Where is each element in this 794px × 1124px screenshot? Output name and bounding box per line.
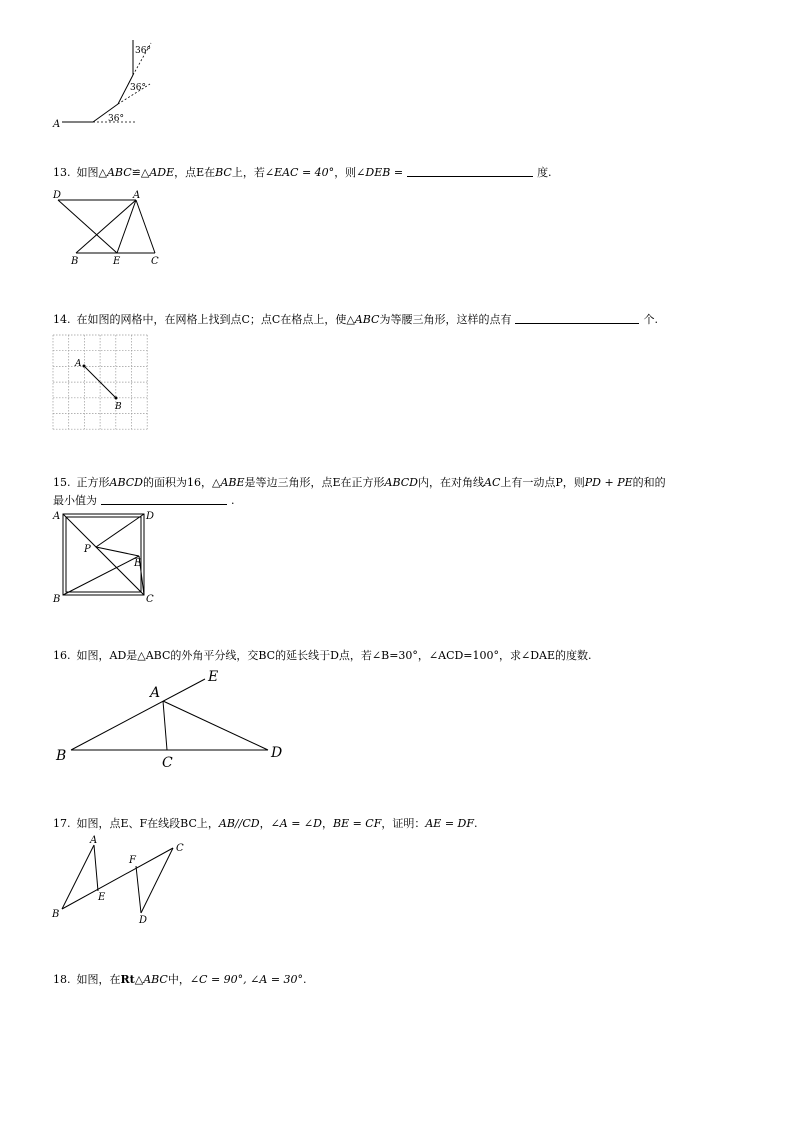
fig17-dc	[141, 848, 173, 913]
fig13-label-d: D	[53, 190, 62, 201]
fig15-label-b: B	[53, 594, 61, 605]
fig16-label-e: E	[208, 669, 219, 685]
q14-text-b: 为等腰三角形，这样的点有	[379, 313, 512, 326]
fig16-label-a: A	[150, 685, 161, 701]
q15-abcd2: ABCD	[384, 476, 418, 489]
q15-number: 15.	[53, 476, 71, 489]
fig15-label-a: A	[53, 511, 61, 522]
q15-text-c: 是等边三角形，点E在正方形	[244, 476, 385, 489]
q14-abc: ABC	[354, 313, 380, 326]
q15-text-b: 的面积为16，△	[142, 476, 221, 489]
q17-text-a: 如图，点E、F在线段BC上，	[76, 817, 219, 830]
fig15-label-e: E	[134, 558, 142, 569]
fig16-label-d: D	[271, 745, 283, 761]
fig16-label-b: B	[56, 748, 67, 764]
fig15-label-c: C	[146, 594, 154, 605]
q17-goal: AE = DF	[425, 817, 474, 830]
q18-rt: Rt△	[120, 973, 144, 986]
fig13-label-b: B	[71, 256, 79, 267]
q13-text-c: 上，若∠	[231, 166, 275, 179]
fig12-angle-mid: 36°	[130, 83, 146, 93]
fig17-label-b: B	[52, 909, 60, 920]
q13-bc: BC	[215, 166, 232, 179]
q14-unit: 个.	[643, 313, 658, 326]
fig14-label-a: A	[75, 359, 82, 369]
q17-sep2: ，	[321, 817, 333, 830]
q18-text-a: 如图，在	[76, 973, 121, 986]
q18-text-b: 中，	[167, 973, 190, 986]
q13-eac: EAC = 40°	[274, 166, 335, 179]
q18-cond: ∠C = 90°, ∠A = 30°	[189, 973, 304, 986]
q14-number: 14.	[53, 313, 71, 326]
fig16-label-c: C	[162, 755, 173, 771]
fig17-fd	[136, 866, 141, 913]
q15-text-e: 上有一动点P，则	[500, 476, 585, 489]
fig12-angle-bottom: 36°	[108, 114, 124, 124]
fig17-bc	[62, 848, 173, 909]
q15-end: .	[231, 494, 235, 507]
fig12-label-a: A	[53, 119, 61, 130]
q15-text-f: 的和的	[632, 476, 666, 489]
q17-text-b: ，证明：	[381, 817, 426, 830]
question-18	[53, 972, 307, 988]
q13-deb: DEB =	[365, 166, 404, 179]
q17-sep1: ，	[259, 817, 271, 830]
fig13-label-e: E	[113, 256, 121, 267]
q18-abc: ABC	[143, 973, 168, 986]
q13-text-b: ，点E在	[174, 166, 216, 179]
fig13-label-c: C	[151, 256, 159, 267]
fig15-label-p: P	[84, 544, 91, 555]
fig13-label-a: A	[133, 190, 141, 201]
q17-cond3: BE = CF	[332, 817, 382, 830]
q13-text-d: ，则∠	[334, 166, 366, 179]
q16-text: 如图，AD是△ABC的外角平分线，交BC的延长线于D点，若∠B=30°，∠ACD=100°，求∠DAE的度数.	[76, 649, 592, 662]
q13-congruent: ≌△	[131, 166, 150, 179]
q15-ac: AC	[484, 476, 501, 489]
q15-text-a: 正方形	[76, 476, 110, 489]
q17-end: .	[474, 817, 478, 830]
q15-line2: 最小值为	[53, 494, 97, 507]
fig17-label-a: A	[90, 835, 98, 846]
fig12-angle-top: 36°	[135, 46, 151, 56]
q15-text-d: 内，在对角线	[418, 476, 484, 489]
fig17-ae	[94, 845, 98, 891]
q16-number: 16.	[53, 649, 71, 662]
q17-cond2: ∠A = ∠D	[270, 817, 322, 830]
q15-abe: ABE	[220, 476, 245, 489]
q14-text-a: 在如图的网格中，在网格上找到点C；点C在格点上，使△	[76, 313, 355, 326]
q17-cond1: AB//CD	[218, 817, 260, 830]
fig17-label-f: F	[129, 855, 136, 866]
q15-abcd: ABCD	[109, 476, 143, 489]
fig17-label-c: C	[176, 843, 184, 854]
fig17-ab	[62, 845, 94, 909]
q18-end: .	[303, 973, 307, 986]
q13-abc: ABC	[106, 166, 132, 179]
q13-text-a: 如图△	[76, 166, 107, 179]
q18-number: 18.	[53, 973, 71, 986]
fig15-label-d: D	[146, 511, 155, 522]
q15-pdpe: PD + PE	[584, 476, 633, 489]
q17-number: 17.	[53, 817, 71, 830]
fig17-label-e: E	[98, 892, 106, 903]
fig17-label-d: D	[139, 915, 148, 926]
q13-number: 13.	[53, 166, 71, 179]
q13-ade: ADE	[149, 166, 175, 179]
q13-unit: 度.	[537, 166, 552, 179]
fig14-label-b: B	[115, 402, 122, 412]
